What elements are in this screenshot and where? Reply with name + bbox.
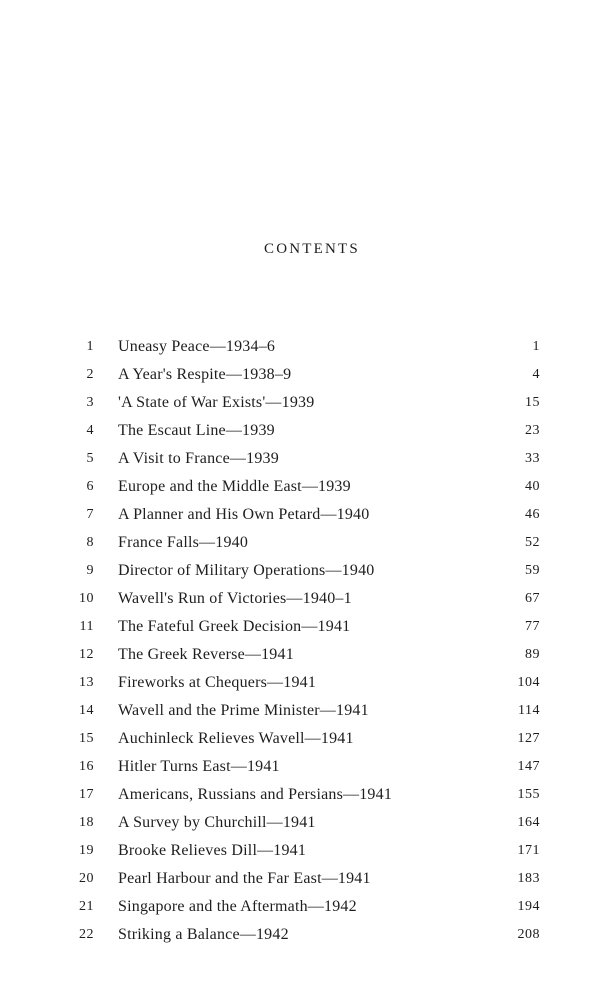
chapter-number: 17	[79, 787, 94, 802]
chapter-number: 2	[86, 367, 94, 382]
chapter-title: A Planner and His Own Petard—1940	[118, 506, 370, 523]
chapter-number: 15	[79, 731, 94, 746]
page-number: 194	[517, 899, 540, 914]
contents-heading: CONTENTS	[264, 241, 360, 257]
chapter-number: 9	[86, 563, 94, 578]
toc-entry	[60, 921, 546, 949]
toc-entry	[60, 669, 546, 697]
toc-entry	[60, 529, 546, 557]
page-number: 46	[525, 507, 540, 522]
chapter-title: Brooke Relieves Dill—1941	[118, 842, 307, 859]
page-number: 127	[517, 731, 540, 746]
chapter-number: 11	[79, 619, 94, 634]
chapter-number: 7	[86, 507, 94, 522]
toc-entry	[60, 501, 546, 529]
toc-entry	[60, 697, 546, 725]
chapter-title: Wavell and the Prime Minister—1941	[118, 702, 369, 719]
page-number: 208	[517, 927, 540, 942]
chapter-number: 5	[86, 451, 94, 466]
page-number: 59	[525, 563, 540, 578]
page-number: 171	[517, 843, 540, 858]
page-number: 155	[517, 787, 540, 802]
chapter-title: Uneasy Peace—1934–6	[118, 338, 276, 355]
chapter-title: Fireworks at Chequers—1941	[118, 674, 317, 691]
chapter-number: 4	[86, 423, 94, 438]
toc-entry	[60, 753, 546, 781]
page-number: 114	[518, 703, 540, 718]
chapter-title: Pearl Harbour and the Far East—1941	[118, 870, 371, 887]
page-number: 15	[525, 395, 540, 410]
chapter-number: 13	[79, 675, 94, 690]
chapter-title: Americans, Russians and Persians—1941	[118, 786, 393, 803]
page-number: 147	[517, 759, 540, 774]
page-number: 4	[532, 367, 540, 382]
toc-entry	[60, 473, 546, 501]
chapter-title: Auchinleck Relieves Wavell—1941	[118, 730, 354, 747]
chapter-title: Hitler Turns East—1941	[118, 758, 280, 775]
toc-entry	[60, 837, 546, 865]
toc-entry	[60, 333, 546, 361]
chapter-number: 22	[79, 927, 94, 942]
chapter-title: 'A State of War Exists'—1939	[118, 394, 315, 411]
chapter-title: Europe and the Middle East—1939	[118, 478, 351, 495]
chapter-title: Striking a Balance—1942	[118, 926, 289, 943]
page-number: 104	[517, 675, 540, 690]
chapter-title: Director of Military Operations—1940	[118, 562, 375, 579]
chapter-title: The Greek Reverse—1941	[118, 646, 294, 663]
page-number: 33	[525, 451, 540, 466]
toc-entry	[60, 865, 546, 893]
chapter-number: 19	[79, 843, 94, 858]
chapter-number: 10	[79, 591, 94, 606]
chapter-title: A Year's Respite—1938–9	[118, 366, 292, 383]
chapter-title: A Survey by Churchill—1941	[118, 814, 316, 831]
chapter-number: 16	[79, 759, 94, 774]
chapter-number: 3	[86, 395, 94, 410]
chapter-number: 8	[86, 535, 94, 550]
chapter-number: 21	[79, 899, 94, 914]
toc-entry	[60, 389, 546, 417]
page-number: 52	[525, 535, 540, 550]
chapter-number: 18	[79, 815, 94, 830]
toc-entry	[60, 725, 546, 753]
page-number: 183	[517, 871, 540, 886]
chapter-number: 12	[79, 647, 94, 662]
chapter-number: 1	[86, 339, 94, 354]
toc-entry	[60, 809, 546, 837]
toc-entry	[60, 781, 546, 809]
toc-entry	[60, 361, 546, 389]
page-number: 40	[525, 479, 540, 494]
toc-entry	[60, 417, 546, 445]
chapter-title: Wavell's Run of Victories—1940–1	[118, 590, 352, 607]
page-number: 77	[525, 619, 540, 634]
chapter-title: Singapore and the Aftermath—1942	[118, 898, 357, 915]
toc-entry	[60, 445, 546, 473]
page-number: 23	[525, 423, 540, 438]
toc-entry	[60, 613, 546, 641]
chapter-title: The Escaut Line—1939	[118, 422, 275, 439]
page-number: 89	[525, 647, 540, 662]
chapter-title: France Falls—1940	[118, 534, 249, 551]
toc-entry	[60, 585, 546, 613]
table-of-contents	[60, 333, 546, 949]
chapter-number: 14	[79, 703, 94, 718]
toc-entry	[60, 641, 546, 669]
toc-entry	[60, 893, 546, 921]
page-number: 164	[517, 815, 540, 830]
chapter-number: 20	[79, 871, 94, 886]
chapter-number: 6	[86, 479, 94, 494]
toc-entry	[60, 557, 546, 585]
chapter-title: The Fateful Greek Decision—1941	[118, 618, 351, 635]
page-number: 67	[525, 591, 540, 606]
page-number: 1	[532, 339, 540, 354]
chapter-title: A Visit to France—1939	[118, 450, 279, 467]
